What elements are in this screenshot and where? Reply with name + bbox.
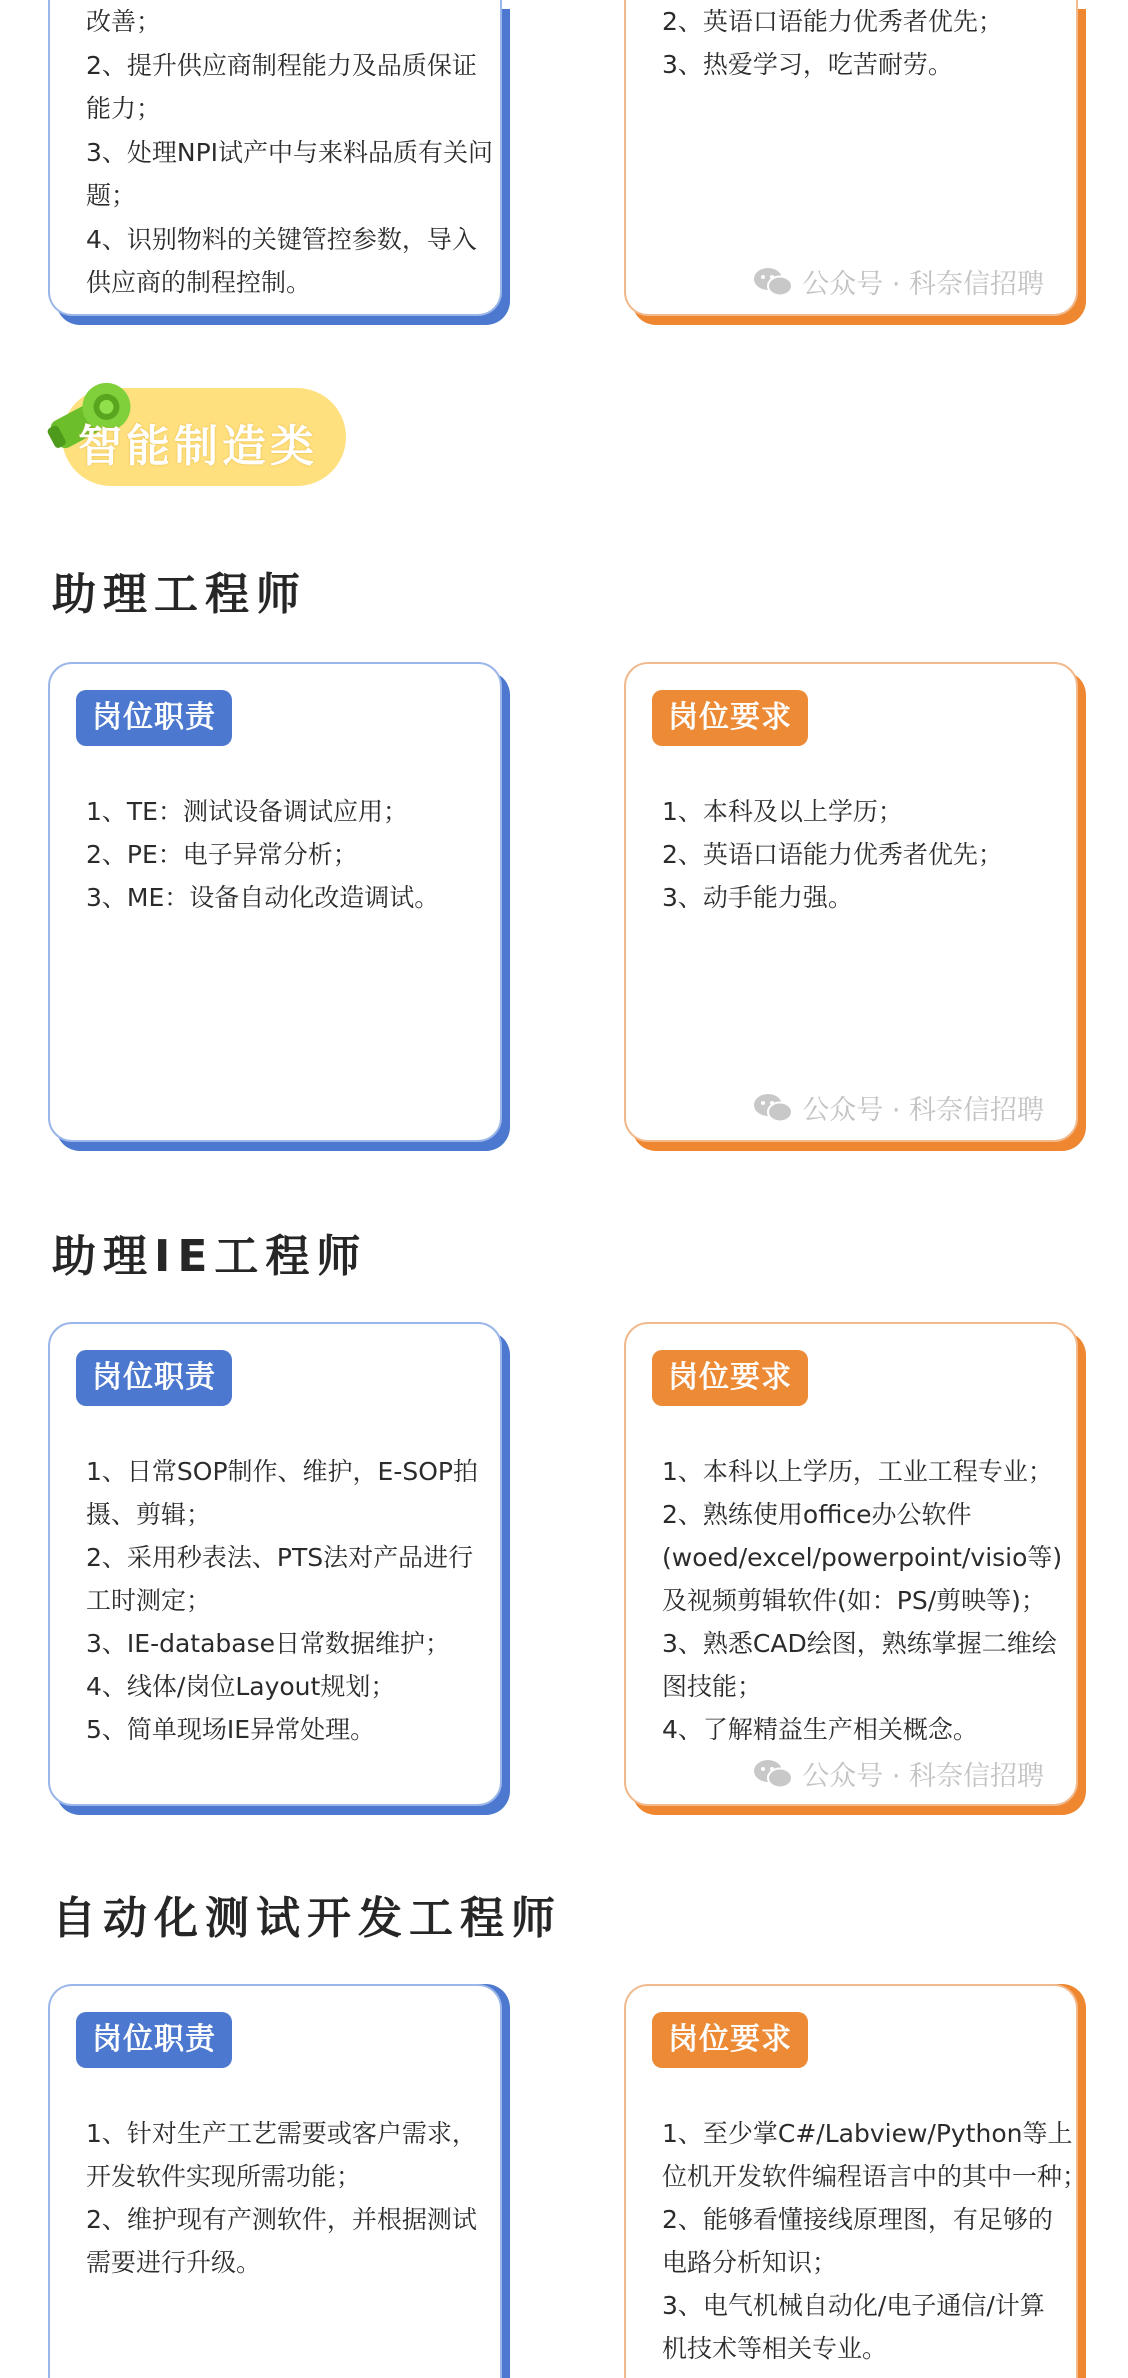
list-item: 开发软件实现所需功能； [86,2162,362,2191]
duty-list [86,1450,476,1751]
list-item: 摄、剪辑； [86,1500,212,1529]
requirement-list [662,2112,1088,2370]
requirement-card [624,1984,1088,2378]
list-item: 4、线体/岗位Layout规划； [86,1672,396,1701]
list-item: 3、电气机械自动化/电子通信/计算 [662,2291,1045,2320]
requirement-list [662,0,1052,86]
duty-tag: 岗位职责 [76,690,232,746]
list-item: 机技术等相关专业。 [662,2334,888,2363]
list-item: 3、熟悉CAD绘图，熟练掌握二维绘 [662,1629,1057,1658]
list-item: 2、维护现有产测软件，并根据测试 [86,2205,477,2234]
list-item: 1、本科以上学历，工业工程专业； [662,1457,1053,1486]
watermark: 公众号 · 科奈信招聘 [752,1754,1044,1793]
duty-card-partial [48,0,502,316]
list-item: 2、能够看懂接线原理图，有足够的 [662,2205,1053,2234]
list-item: 工时测定； [86,1586,212,1615]
list-item: 3、动手能力强。 [662,883,853,912]
watermark: 公众号 · 科奈信招聘 [752,1088,1044,1127]
duty-card [48,1984,502,2378]
list-item: 2、提升供应商制程能力及品质保证 [86,50,477,80]
list-item: 1、TE：测试设备调试应用； [86,797,408,826]
duty-card [48,662,502,1142]
list-item: (woed/excel/powerpoint/visio等) [662,1543,1063,1572]
duty-list [86,2112,476,2284]
job-title: 自动化测试开发工程师 [52,1893,562,1944]
list-item: 2、熟练使用office办公软件 [662,1500,972,1529]
wechat-icon [752,1757,794,1791]
list-item: 2、PE：电子异常分析； [86,840,358,869]
list-item: 2、采用秒表法、PTS法对产品进行 [86,1543,474,1572]
list-item: 供应商的制程控制。 [86,268,312,297]
list-item: 2、英语口语能力优秀者优先； [662,840,1003,869]
list-item: 3、处理NPI试产中与来料品质有关问 [86,137,494,167]
requirement-list [662,790,1052,919]
list-item: 1、日常SOP制作、维护，E-SOP拍 [86,1457,478,1486]
list-item: 3、热爱学习，吃苦耐劳。 [662,50,953,79]
list-item: 4、识别物料的关键管控参数，导入 [86,224,477,254]
requirement-tag: 岗位要求 [652,2012,808,2068]
watermark: 公众号 · 科奈信招聘 [752,262,1044,301]
list-item: 及视频剪辑软件(如：PS/剪映等)； [662,1586,1046,1615]
list-item: 电路分析知识； [662,2248,838,2277]
list-item: 能力； [86,94,162,123]
category-title: 智能制造类 [78,421,318,472]
list-item: 1、至少掌C#/Labview/Python等上 [662,2119,1073,2148]
list-item: 2、英语口语能力优秀者优先； [662,7,1003,36]
job-title: 助理IE工程师 [52,1231,368,1282]
list-item: 3、ME：设备自动化改造调试。 [86,883,440,912]
list-item: 1、本科及以上学历； [662,797,903,826]
requirement-tag: 岗位要求 [652,1350,808,1406]
list-item: 1、针对生产工艺需要或客户需求， [86,2119,477,2148]
requirement-card [624,662,1078,1142]
list-item: 需要进行升级。 [86,2248,262,2277]
duty-list [86,790,476,919]
requirement-tag: 岗位要求 [652,690,808,746]
list-item: 题； [86,181,137,210]
wechat-icon [752,265,794,299]
wechat-icon [752,1091,794,1125]
list-item: 3、IE-database日常数据维护； [86,1629,451,1658]
job-title: 助理工程师 [52,569,307,620]
list-item: 位机开发软件编程语言中的其中一种； [662,2162,1088,2191]
requirement-list [662,1450,1063,1751]
duty-card [48,1322,502,1806]
list-item: 4、了解精益生产相关概念。 [662,1715,978,1744]
list-item: 改善； [86,7,162,36]
list-item: 图技能； [662,1672,763,1701]
duty-tag: 岗位职责 [76,1350,232,1406]
duty-tag: 岗位职责 [76,2012,232,2068]
requirement-card-partial [624,0,1078,316]
requirement-card [624,1322,1078,1806]
duty-list [86,0,494,305]
list-item: 5、简单现场IE异常处理。 [86,1715,376,1744]
